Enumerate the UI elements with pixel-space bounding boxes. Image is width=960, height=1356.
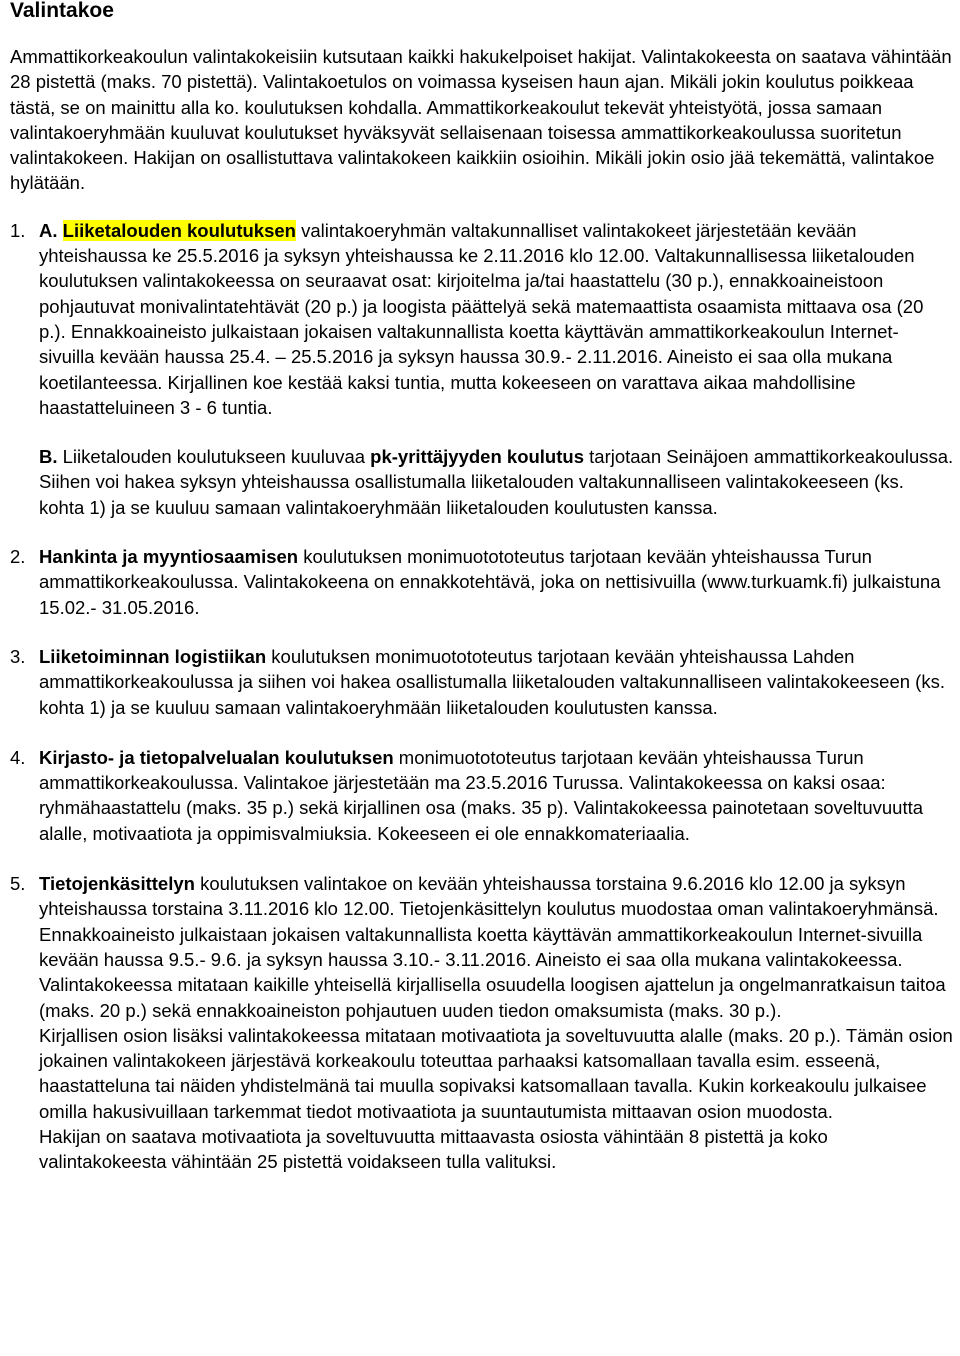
item-text-before: Liiketalouden koulutukseen kuuluvaa [57, 446, 371, 468]
list-item-5 [10, 871, 954, 1175]
page-title: Valintakoe [10, 0, 114, 22]
item-text: koulutuksen valintakoe on kevään yhteishaussa torstaina 9.6.2016 klo 12.00 ja syksyn yhteishaussa torstaina 3.11.2016 klo 12.00. Tietojenkäsittelyn koulutus muodostaa oman valintakoeryhmänsä. Ennakkoaineisto julkaistaan jokaisen valtakunnallista koetta käyttävän ammattikorkeakoulun Internet-sivuilla kevään haussa 9.5.- 9.6. ja syksyn haussa 3.10.- 3.11.2016. Aineisto ei saa olla mukana valintakokeessa. [39, 873, 939, 970]
item-paragraph: Kirjallisen osion lisäksi valintakokeessa mitataan motivaatiota ja soveltuvuutta alalle (maks. 20 p.). Tämän osion jokainen valintakokeen järjestävä korkeakoulu toteuttaa parhaaksi katsomallaan tavalla esim. esseenä, haastatteluna tai näiden yhdistelmänä tai muulla sopivaksi katsomallaan tavalla. Kukin korkeakoulu julkaisee omilla hakusivuillaan tarkemmat tiedot motivaatiota ja suuntautumista mittaavan osion muodosta. [39, 1024, 953, 1122]
item-letter: A. [39, 219, 58, 241]
item-number: 2. [10, 546, 26, 568]
list-item-3 [10, 644, 954, 720]
item-text-after: tarjotaan Seinäjoen ammattikorkeakoulussa. Siihen voi hakea syksyn yhteishaussa osallistumalla liiketalouden valtakunnalliseen valintakokeeseen (ks. kohta 1) ja se kuuluu samaan valintakoeryhmään liiketalouden koulutusten kanssa. [39, 446, 954, 518]
item-paragraph: Valintakokeessa mitataan kaikille yhteisellä kirjallisella osuudella loogisen ajattelun ja ongelmanratkaisun taitoa (maks. 20 p.) sekä ennakkoaineiston pohjautuen uuden tiedon omaksumista (maks. 30 p.). [39, 974, 946, 1021]
item-number: 4. [10, 746, 26, 768]
item-bold-heading: Hankinta ja myyntiosaamisen [39, 546, 299, 568]
item-letter: B. [39, 446, 58, 468]
item-bold-heading: Tietojenkäsittelyn [39, 873, 195, 895]
item-number: 5. [10, 873, 26, 895]
item-number: 3. [10, 645, 26, 667]
item-text: monimuotototeutus tarjotaan kevään yhteishaussa Turun ammattikorkeakoulussa. Valintakoe järjestetään ma 23.5.2016 Turussa. Valintakokeessa on kaksi osaa: ryhmähaastattelu (maks. 35 p.) sekä kirjallinen osa (maks. 35 p). Valintakokeessa painotetaan soveltuvuutta alalle, motivaatiota ja oppimisvalmiuksia. Kokeeseen ei ole ennakkomateriaalia. [39, 746, 924, 844]
list-item-1 [10, 218, 954, 420]
item-number: 1. [10, 219, 26, 241]
item-text: koulutuksen monimuotototeutus tarjotaan kevään yhteishaussa Lahden ammattikorkeakoulussa ja siihen voi hakea osallistumalla liiketalouden valtakunnalliseen valintakokeeseen (ks. kohta 1) ja se kuuluu samaan valintakoeryhmään liiketalouden koulutusten kanssa. [39, 645, 945, 718]
item-text: valintakoeryhmän valtakunnalliset valintakokeet järjestetään kevään yhteishaussa ke 25.5.2016 ja syksyn yhteishaussa ke 2.11.2016 klo 12.00. Valtakunnallisessa liiketalouden koulutuksen valintakokeessa on seuraavat osat: kirjoitelma ja/tai haastattelu (30 p.), ennakkoaineistoon pohjautuvat monivalintatehtävät (20 p.) ja loogista päättelyä sekä matemaattista osaamista mittaava osa (20 p.). Ennakkoaineisto julkaistaan jokaisen valtakunnallista koetta käyttävän ammattikorkeakoulun Internet-sivuilla kevään haussa 25.4. – 25.5.2016 ja syksyn haussa 30.9.- 2.11.2016. Aineisto ei saa olla mukana koetilanteessa. Kirjallinen koe kestää kaksi tuntia, mutta kokeeseen on varattava aikaa mahdollisine haastatteluineen 3 - 6 tuntia. [39, 219, 924, 418]
item-paragraph: Hakijan on saatava motivaatiota ja soveltuvuutta mittaavasta osiosta vähintään 8 pistettä ja koko valintakokeesta vähintään 25 pistettä voidakseen tulla valituksi. [39, 1125, 828, 1173]
item-bold-heading: pk-yrittäjyyden koulutus [370, 446, 584, 468]
intro-paragraph: Ammattikorkeakoulun valintakokeisiin kutsutaan kaikki hakukelpoiset hakijat. Valintakokeesta on saatava vähintään 28 pistettä (maks. 70 pistettä). Valintakoetulos on voimassa kyseisen haun ajan. Mikäli jokin koulutus poikkeaa tästä, se on mainittu alla ko. koulutuksen kohdalla. Ammattikorkeakoulut tekevät yhteistyötä, jossa samaan valintakoeryhmään kuuluvat koulutukset hyväksyvät sellaisenaan toisessa ammattikorkeakoulussa suoritetun valintakokeen. Hakijan on osallistuttava valintakokeen kaikkiin osioihin. Mikäli jokin osio jää tekemättä, valintakoe hylätään. [10, 46, 952, 194]
item-text: koulutuksen monimuotototeutus tarjotaan kevään yhteishaussa Turun ammattikorkeakoulussa. Valintakokeena on ennakkotehtävä, joka on nettisivuilla (www.turkuamk.fi) julkaistuna 15.02.- 31.05.2016. [39, 546, 941, 618]
list-item-b [10, 444, 954, 520]
highlighted-heading: Liiketalouden koulutuksen [62, 219, 296, 241]
list-item-2 [10, 544, 954, 620]
item-bold-heading: Liiketoiminnan logistiikan [39, 645, 267, 667]
item-bold-heading: Kirjasto- ja tietopalvelualan koulutuksen [39, 746, 394, 768]
list-item-4 [10, 745, 954, 846]
